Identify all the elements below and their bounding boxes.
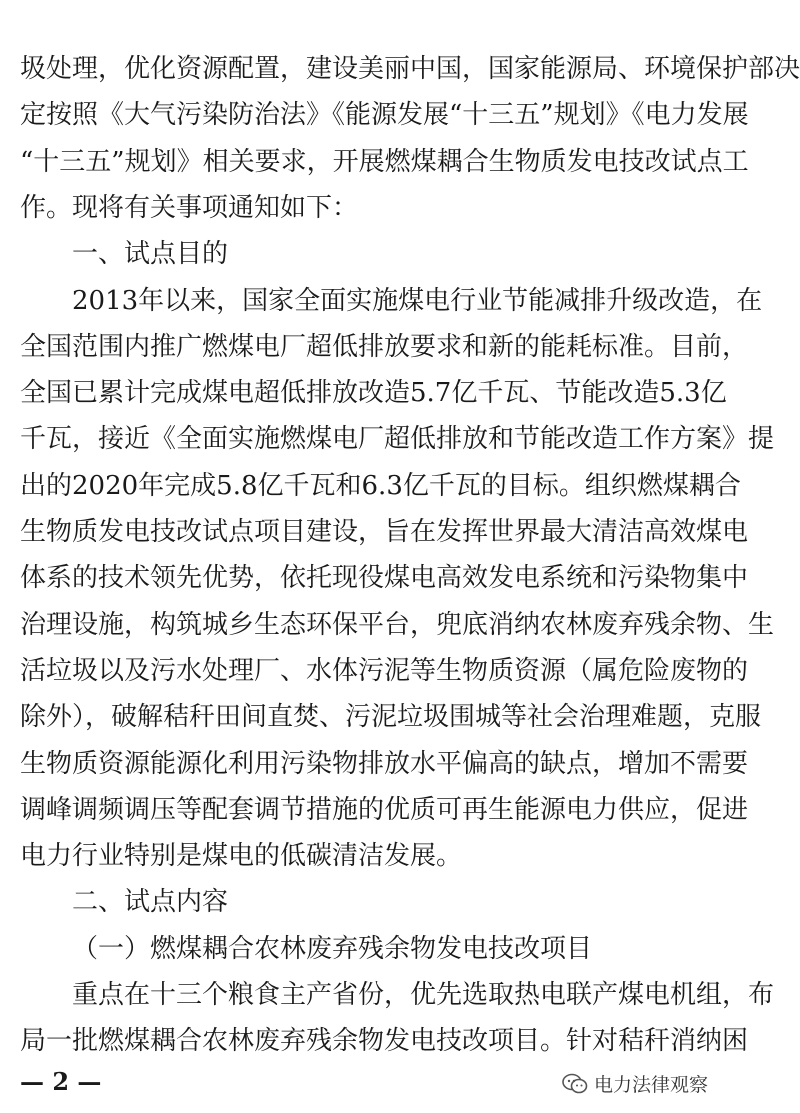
text-line: 定按照《大气污染防治法》《能源发展“十三五”规划》《电力发展 [20,100,749,131]
section-heading: 二、试点内容 [72,887,229,918]
text-line: 调峰调频调压等配套调节措施的优质可再生能源电力供应，促进 [20,794,749,825]
section-heading: 一、试点目的 [72,239,229,270]
watermark [562,1070,708,1097]
text-line: 除外），破解秸秆田间直焚、污泥垃圾围城等社会治理难题，克服 [20,702,762,733]
text-line: 圾处理，优化资源配置，建设美丽中国，国家能源局、环境保护部决 [20,54,800,84]
paragraph-first-line: 重点在十三个粮食主产省份，优先选取热电联产煤电机组，布 [72,980,775,1010]
text-line: 生物质资源能源化利用污染物排放水平偏高的缺点，增加不需要 [20,748,749,779]
chat-bubble-icon [562,1073,588,1095]
text-line: 千瓦，接近《全面实施燃煤电厂超低排放和节能改造工作方案》提 [20,424,775,455]
text-line: 生物质发电技改试点项目建设，旨在发挥世界最大清洁高效煤电 [20,517,749,547]
section-heading: （一）燃煤耦合农林废弃残余物发电技改项目 [72,933,593,964]
text-line: 活垃圾以及污水处理厂、水体污泥等生物质资源（属危险废物的 [20,655,749,686]
page-number: — 2 — [20,1067,102,1096]
text-line: 全国已累计完成煤电超低排放改造5.7亿千瓦、节能改造5.3亿 [20,378,727,409]
text-line: 出的2020年完成5.8亿千瓦和6.3亿千瓦的目标。组织燃煤耦合 [20,470,741,501]
text-line: “十三五”规划》相关要求，开展燃煤耦合生物质发电技改试点工 [20,146,749,177]
paragraph-first-line: 2013年以来，国家全面实施煤电行业节能减排升级改造，在 [72,285,763,316]
text-line: 作。现将有关事项通知如下： [20,192,359,223]
text-line: 电力行业特别是煤电的低碳清洁发展。 [20,841,463,872]
text-line: 体系的技术领先优势，依托现役煤电高效发电系统和污染物集中 [20,563,749,594]
watermark-text: 电力法律观察 [593,1074,708,1096]
text-line: 全国范围内推广燃煤电厂超低排放要求和新的能耗标准。目前， [20,331,749,362]
text-line: 局一批燃煤耦合农林废弃残余物发电技改项目。针对秸秆消纳困 [20,1026,749,1057]
text-line: 治理设施，构筑城乡生态环保平台，兜底消纳农林废弃残余物、生 [20,609,775,640]
